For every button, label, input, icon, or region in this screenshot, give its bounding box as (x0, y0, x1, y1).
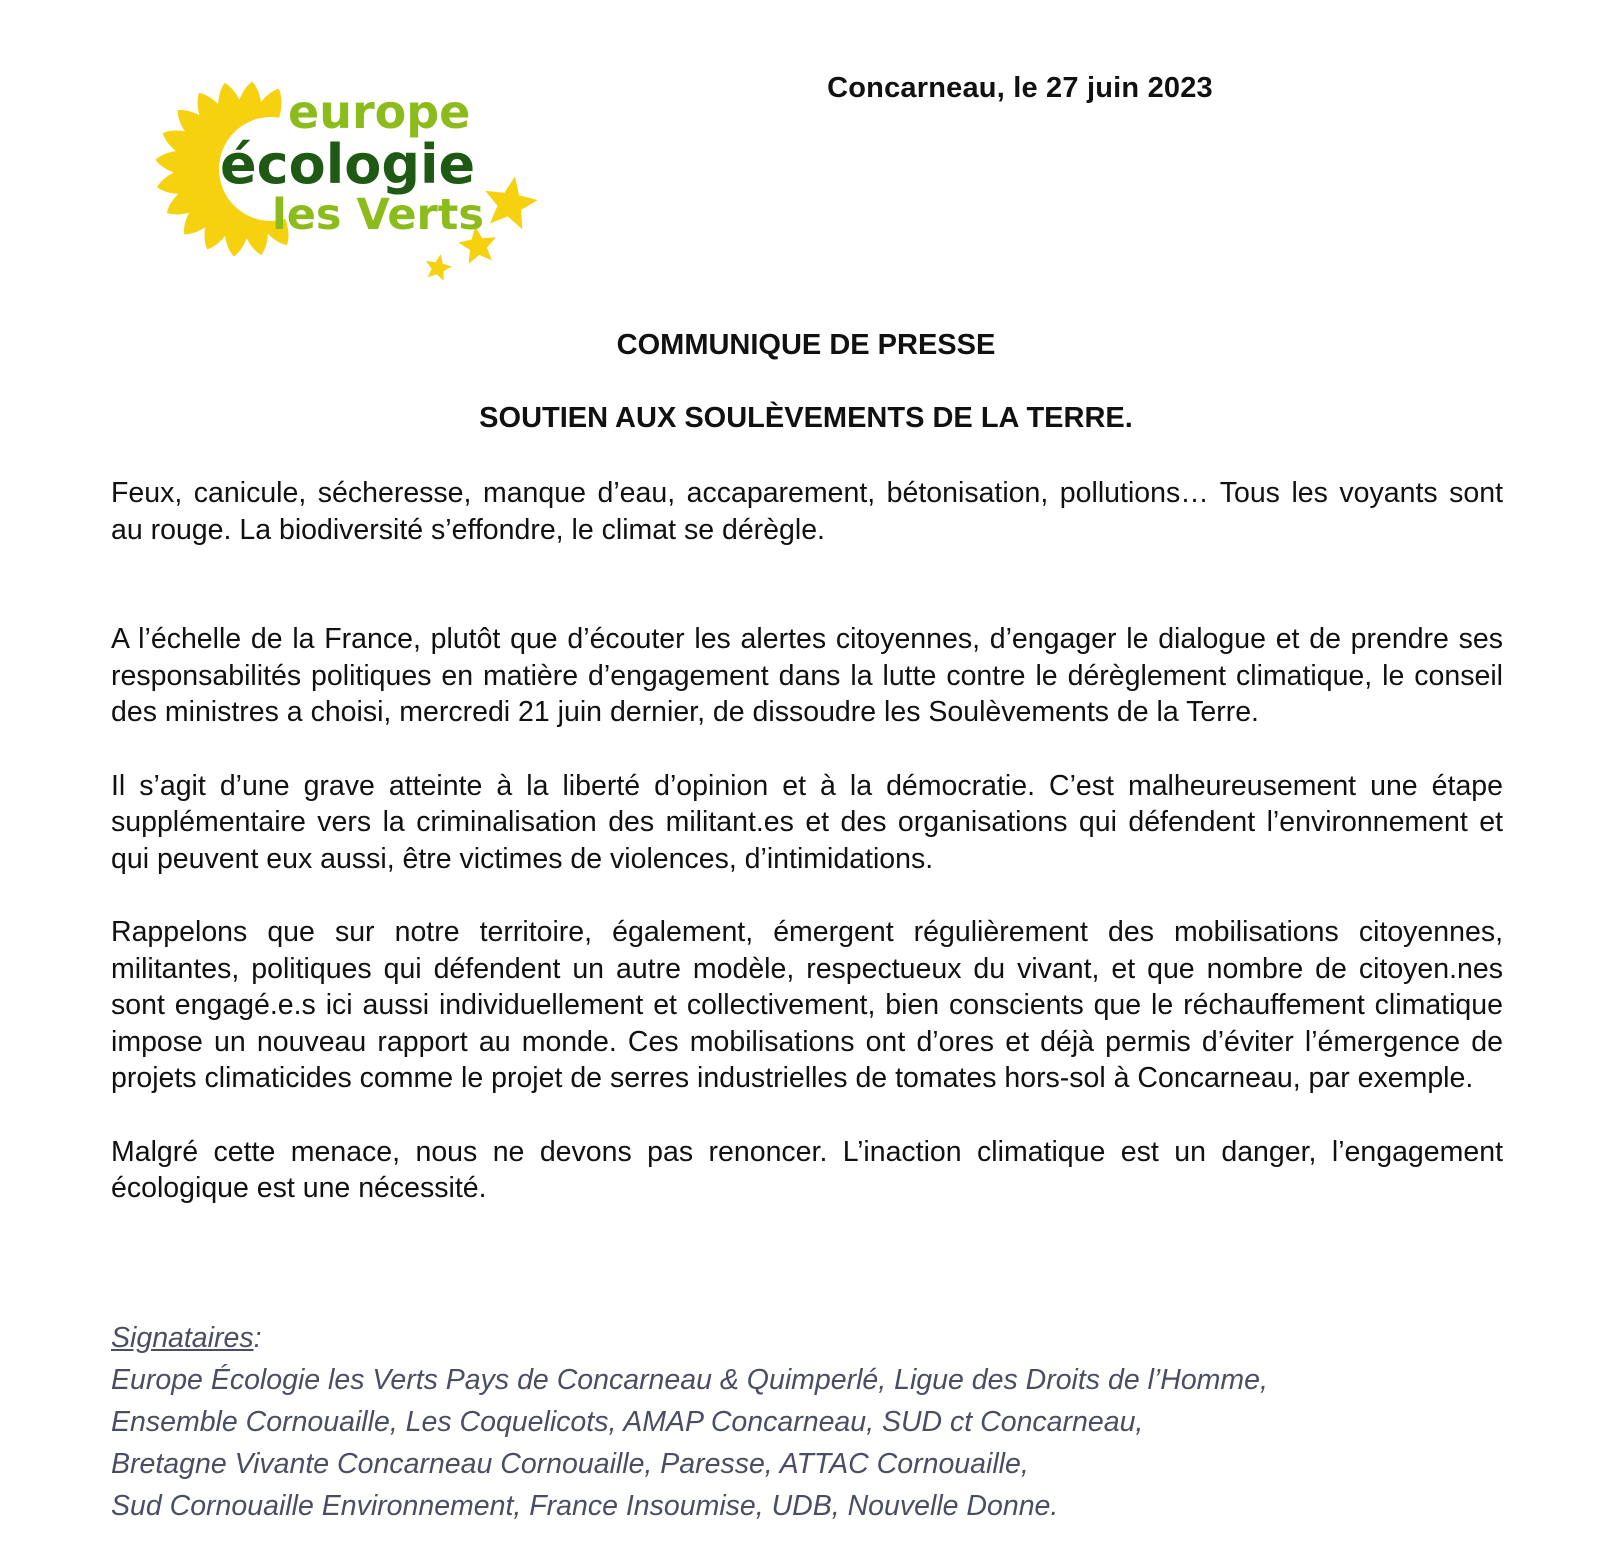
star-icon (485, 176, 537, 229)
logo-text-ecologie: écologie (220, 133, 476, 196)
signatories-heading-line (111, 1317, 1503, 1359)
party-logo (148, 64, 548, 289)
signatories-heading: Signataires (111, 1322, 254, 1354)
signatories-block (111, 1317, 1503, 1527)
signatory-line: Europe Écologie les Verts Pays de Concarneau & Quimperlé, Ligue des Droits de l’Homme, (111, 1364, 1268, 1396)
star-icon (426, 254, 452, 280)
document-type-heading: COMMUNIQUE DE PRESSE (616, 329, 996, 361)
press-release-headline: SOUTIEN AUX SOULÈVEMENTS DE LA TERRE. (479, 402, 1133, 434)
signatories-colon: : (253, 1322, 262, 1354)
logo-text-europe: europe (288, 85, 471, 139)
paragraph: Rappelons que sur notre territoire, également, émergent régulièrement des mobilisations citoyennes, militantes, politiques qui défendent un autre modèle, respectueux du vivant, et que nombre de citoyen.nes sont engagé.e.s ici aussi individuellement et collectivement, bien conscients que le réchauffement climatique impose un nouveau rapport au monde. Ces mobilisations ont d’ores et déjà permis d’éviter l’émergence de projets climaticides comme le projet de serres industrielles de tomates hors-sol à Concarneau, par exemple. (111, 916, 1503, 1094)
logo-text-les-verts: les Verts (272, 190, 484, 240)
press-release-date: Concarneau, le 27 juin 2023 (827, 72, 1213, 104)
signatory-line: Bretagne Vivante Concarneau Cornouaille, Paresse, ATTAC Cornouaille, (111, 1448, 1029, 1480)
signatory-line: Ensemble Cornouaille, Les Coquelicots, AMAP Concarneau, SUD ct Concarneau, (111, 1406, 1144, 1438)
paragraph: Feux, canicule, sécheresse, manque d’eau, accaparement, bétonisation, pollutions… Tous les voyants sont au rouge. La biodiversité s’effondre, le climat se dérègle. (111, 477, 1503, 546)
paragraph: Malgré cette menace, nous ne devons pas renoncer. L’inaction climatique est un danger, l’engagement écologique est une nécessité. (111, 1135, 1503, 1204)
signatory-line: Sud Cornouaille Environnement, France Insoumise, UDB, Nouvelle Donne. (111, 1490, 1059, 1522)
sunflower-logo-icon (148, 64, 548, 289)
paragraph: A l’échelle de la France, plutôt que d’écouter les alertes citoyennes, d’engager le dialogue et de prendre ses responsabilités politiques en matière d’engagement dans la lutte contre le dérèglement climatique, le conseil des ministres a choisi, mercredi 21 juin dernier, de dissoudre les Soulèvements de la Terre. (111, 623, 1503, 728)
press-release-body (111, 475, 1503, 1207)
paragraph: Il s’agit d’une grave atteinte à la liberté d’opinion et à la démocratie. C’est malheureusement une étape supplémentaire vers la criminalisation des militant.es et des organisations qui défendent l’environnement et qui peuvent eux aussi, être victimes de violences, d’intimidations. (111, 769, 1503, 875)
